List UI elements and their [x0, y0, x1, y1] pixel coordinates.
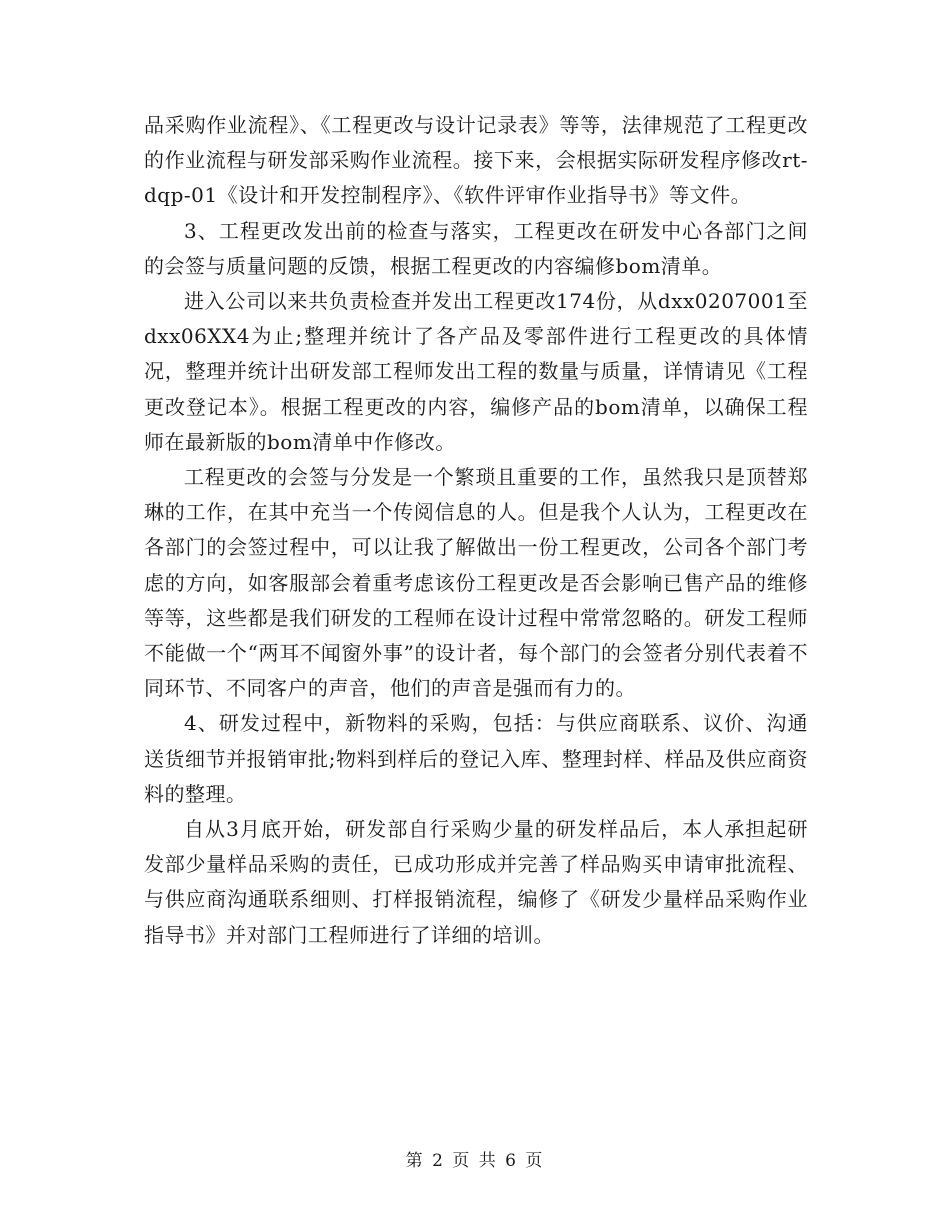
- paragraph-6: 自从3月底开始，研发部自行采购少量的研发样品后，本人承担起研发部少量样品采购的责任，已成功形成并完善了样品购买申请审批流程、与供应商沟通联系细则、打样报销流程，编修了《研发少量样品采购作业指导书》并对部门工程师进行了详细的培训。: [144, 817, 808, 947]
- document-body: [144, 108, 808, 953]
- paragraph-1: 品采购作业流程》、《工程更改与设计记录表》等等，法律规范了工程更改的作业流程与研发部采购作业流程。接下来，会根据实际研发程序修改rt-dqp-01《设计和开发控制程序》、《软件评审作业指导书》等文件。: [144, 113, 808, 208]
- paragraph-4: 工程更改的会签与分发是一个繁琐且重要的工作，虽然我只是顶替郑琳的工作，在其中充当一个传阅信息的人。但是我个人认为，工程更改在各部门的会签过程中，可以让我了解做出一份工程更改，公司各个部门考虑的方向，如客服部会着重考虑该份工程更改是否会影响已售产品的维修等等，这些都是我们研发的工程师在设计过程中常常忽略的。研发工程师不能做一个“两耳不闻窗外事”的设计者，每个部门的会签者分别代表着不同环节、不同客户的声音，他们的声音是强而有力的。: [144, 465, 808, 701]
- paragraph-5: 4、研发过程中，新物料的采购，包括：与供应商联系、议价、沟通送货细节并报销审批;物料到样后的登记入库、整理封样、样品及供应商资料的整理。: [144, 711, 808, 806]
- page-number-footer: 第 2 页 共 6 页: [405, 1151, 545, 1171]
- paragraph-3: 进入公司以来共负责检查并发出工程更改174份，从dxx0207001至dxx06XX4为止;整理并统计了各产品及零部件进行工程更改的具体情况，整理并统计出研发部工程师发出工程的数量与质量，详情请见《工程更改登记本》。根据工程更改的内容，编修产品的bom清单，以确保工程师在最新版的bom清单中作修改。: [144, 289, 808, 454]
- paragraph-2: 3、工程更改发出前的检查与落实，工程更改在研发中心各部门之间的会签与质量问题的反馈，根据工程更改的内容编修bom清单。: [144, 218, 808, 278]
